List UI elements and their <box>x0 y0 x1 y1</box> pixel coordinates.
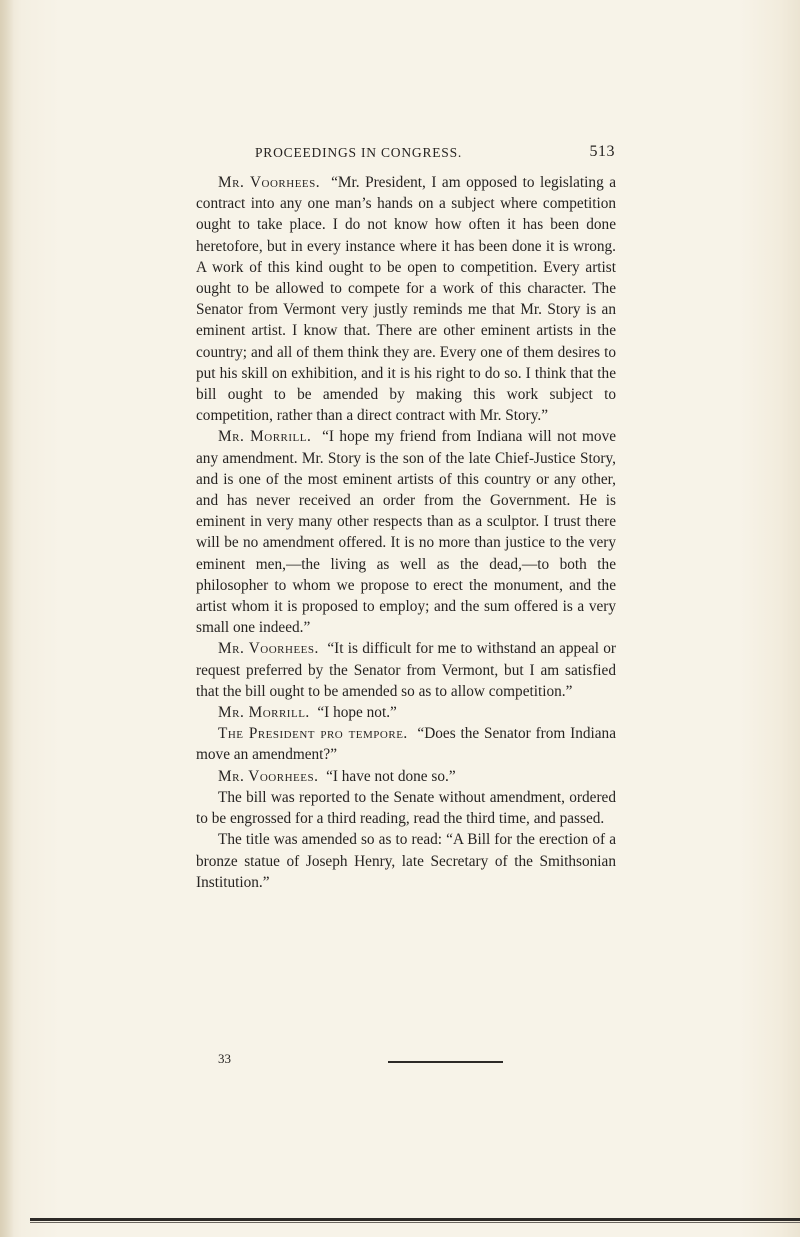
paragraph-text: The title was amended so as to read: “A Bill for the erection of a bronze statue of Joseph Henry, late Secretary of the Smithsonian Institution.” <box>196 831 616 891</box>
speaker-name: Mr. Morrill. <box>218 704 310 722</box>
paragraph <box>196 829 616 893</box>
paragraph-text: “I hope not.” <box>317 704 397 722</box>
paragraph <box>196 787 616 829</box>
speaker-name: Mr. Morrill. <box>218 428 312 446</box>
speaker-name: The President pro tempore. <box>218 725 408 743</box>
bottom-border-thin <box>30 1222 800 1223</box>
running-header <box>255 145 615 165</box>
paragraph-text: “I have not done so.” <box>326 767 456 785</box>
paragraph-text: “Mr. President, I am opposed to legislating a contract into any one man’s hands on a subject where competition ought to take place. I do not know how often it has been done heretofore, but in every instance where it has been done it is wrong. A work of this kind ought to be open to competition. Every artist ought to be allowed to compete for a work of this character. The Senator from Vermont very justly reminds me that Mr. Story is an eminent artist. I know that. There are other eminent artists in the country; and all of them think they are. Every one of them desires to put his skill on exhibition, and it is his right to do so. I think that the bill ought to be amended by making this work subject to competition, rather than a direct contract with Mr. Story.” <box>196 174 617 425</box>
speaker-name: Mr. Voorhees. <box>218 767 319 785</box>
paragraph <box>196 723 616 765</box>
running-title: PROCEEDINGS IN CONGRESS. <box>255 145 463 160</box>
signature-mark <box>218 1051 618 1071</box>
body-text <box>196 172 616 893</box>
page-edge-shadow <box>0 0 14 1237</box>
page-number: 513 <box>589 143 615 160</box>
paragraph-text: “It is difficult for me to withstand an appeal or request preferred by the Senator from Vermont, but I am satisfied that the bill ought to be amended so as to allow competition.” <box>196 640 616 700</box>
paragraph <box>196 638 616 702</box>
paragraph-text: “Does the Senator from Indiana move an amendment?” <box>196 725 616 764</box>
paragraph <box>196 766 616 787</box>
speaker-name: Mr. Voorhees. <box>218 174 321 191</box>
paragraph <box>196 172 616 426</box>
signature-number: 33 <box>218 1051 231 1066</box>
bottom-border <box>30 1218 800 1221</box>
paragraph <box>196 426 616 638</box>
paragraph-text: “I hope my friend from Indiana will not move any amendment. Mr. Story is the son of the late Chief-Justice Story, and is one of the most eminent artists of this country or any other, and has never received an order from the Government. He is eminent in very many other respects than as a sculptor. I trust there will be no amendment offered. It is no more than justice to the very eminent men,—the living as well as the dead,—to both the philosopher to whom we propose to erect the monument, and the artist whom it is proposed to employ; and the sum offered is a very small one indeed.” <box>196 428 617 637</box>
paragraph <box>196 702 616 723</box>
paragraph-text: The bill was reported to the Senate without amendment, ordered to be engrossed for a third reading, read the third time, and passed. <box>196 788 616 828</box>
signature-rule <box>388 1061 503 1063</box>
speaker-name: Mr. Voorhees. <box>218 640 319 658</box>
